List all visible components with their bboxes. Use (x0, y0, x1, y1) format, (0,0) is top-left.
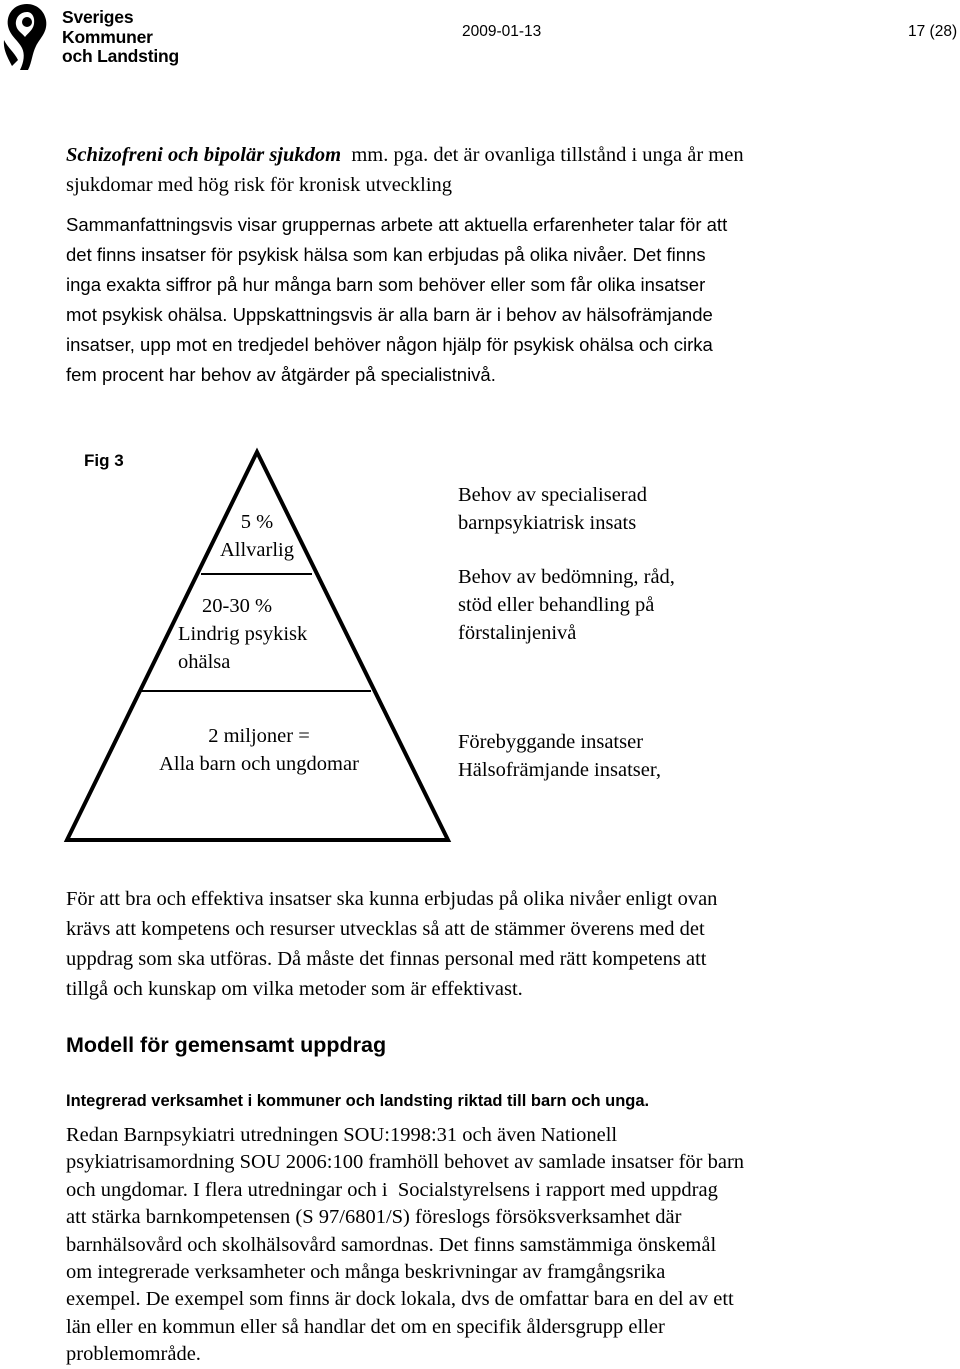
logo-wordmark (62, 8, 179, 67)
competence-line: krävs att kompetens och resurser utvecklas så att de stämmer överens med det (66, 918, 705, 940)
final-line: att stärka barnkompetensen (S 97/6801/S) föreslogs försöksverksamhet där (66, 1206, 682, 1229)
final-line: exempel. De exempel som finns är dock lokala, dvs de omfattar bara en del av ett (66, 1288, 734, 1311)
summary-line: det finns insatser för psykisk hälsa som kan erbjudas på olika nivåer. Det finns (66, 244, 706, 265)
final-line: problemområde. (66, 1343, 201, 1366)
competence-paragraph (66, 884, 886, 1004)
mid-tier-percent: 20-30 % (202, 595, 273, 617)
section-subheading: Integrerad verksamhet i kommuner och landsting riktad till barn och unga. (66, 1092, 650, 1110)
pyramid-top-tier (180, 508, 334, 564)
logo-line-2: Kommuner (62, 26, 153, 47)
final-paragraph (66, 1122, 886, 1369)
right-base-line: Förebyggande insatser (458, 731, 644, 753)
page-number: 17 (28) (908, 23, 958, 40)
logo-line-3: och Landsting (62, 46, 179, 66)
competence-line: För att bra och effektiva insatser ska kunna erbjudas på olika nivåer enligt ovan (66, 888, 718, 910)
right-mid-line: stöd eller behandling på (458, 594, 655, 616)
summary-paragraph (66, 210, 886, 390)
section-heading: Modell för gemensamt uppdrag (66, 1033, 387, 1057)
document-date: 2009-01-13 (462, 23, 542, 40)
intro-line-1-rest: mm. pga. det är ovanliga tillstånd i unga år men (341, 144, 744, 166)
mid-tier-label-1: Lindrig psykisk (178, 623, 308, 645)
final-line: om integrerade verksamheter och många beskrivningar av framgångsrika (66, 1261, 666, 1284)
mid-tier-label-2: ohälsa (178, 651, 231, 673)
top-tier-percent: 5 % (240, 511, 274, 533)
right-label-mid (458, 563, 675, 647)
final-line: och ungdomar. I flera utredningar och i Socialstyrelsens i rapport med uppdrag (66, 1178, 718, 1201)
intro-line-2: sjukdomar med hög risk för kronisk utveckling (66, 174, 453, 196)
intro-italic-lead: Schizofreni och bipolär sjukdom (66, 144, 342, 166)
summary-line: inga exakta siffror på hur många barn som behöver eller som får olika insatser (66, 274, 706, 295)
pyramid-mid-tier (178, 592, 338, 676)
right-mid-line: Behov av bedömning, råd, (458, 566, 675, 588)
right-top-line: barnpsykiatrisk insats (458, 512, 637, 534)
logo-emblem-icon (0, 0, 54, 72)
figure-label: Fig 3 (84, 451, 124, 470)
final-line: psykiatrisamordning SOU 2006:100 framhöll behovet av samlade insatser för barn (66, 1151, 745, 1174)
top-tier-label: Allvarlig (219, 539, 294, 561)
right-label-top (458, 481, 647, 537)
summary-line: fem procent har behov av åtgärder på specialistnivå. (66, 364, 496, 385)
competence-line: uppdrag som ska utföras. Då måste det finnas personal med rätt kompetens att (66, 948, 707, 970)
final-line: Redan Barnpsykiatri utredningen SOU:1998:31 och även Nationell (66, 1124, 618, 1146)
final-line: barnhälsovård och skolhälsovård samordnas. Det finns samstämmiga önskemål (66, 1233, 717, 1256)
right-top-line: Behov av specialiserad (458, 484, 647, 506)
final-line: län eller en kommun eller så handlar det om en specifik åldersgrupp eller (66, 1315, 665, 1338)
logo-line-1: Sveriges (62, 7, 134, 27)
summary-line: Sammanfattningsvis visar gruppernas arbete att aktuella erfarenheter talar för att (66, 214, 728, 235)
base-tier-count: 2 miljoner = (208, 725, 310, 747)
pyramid-base-tier (128, 722, 390, 778)
right-mid-line: förstalinjenivå (458, 622, 577, 644)
summary-line: mot psykisk ohälsa. Uppskattningsvis är alla barn är i behov av hälsofrämjande (66, 304, 713, 325)
right-label-base (458, 728, 661, 784)
summary-line: insatser, upp mot en tredjedel behöver någon hjälp för psykisk ohälsa och cirka (66, 334, 713, 355)
right-base-line: Hälsofrämjande insatser, (458, 759, 661, 781)
intro-paragraph (66, 140, 886, 200)
base-tier-label: Alla barn och ungdomar (159, 753, 359, 775)
competence-line: tillgå och kunskap om vilka metoder som är effektivast. (66, 978, 523, 1000)
